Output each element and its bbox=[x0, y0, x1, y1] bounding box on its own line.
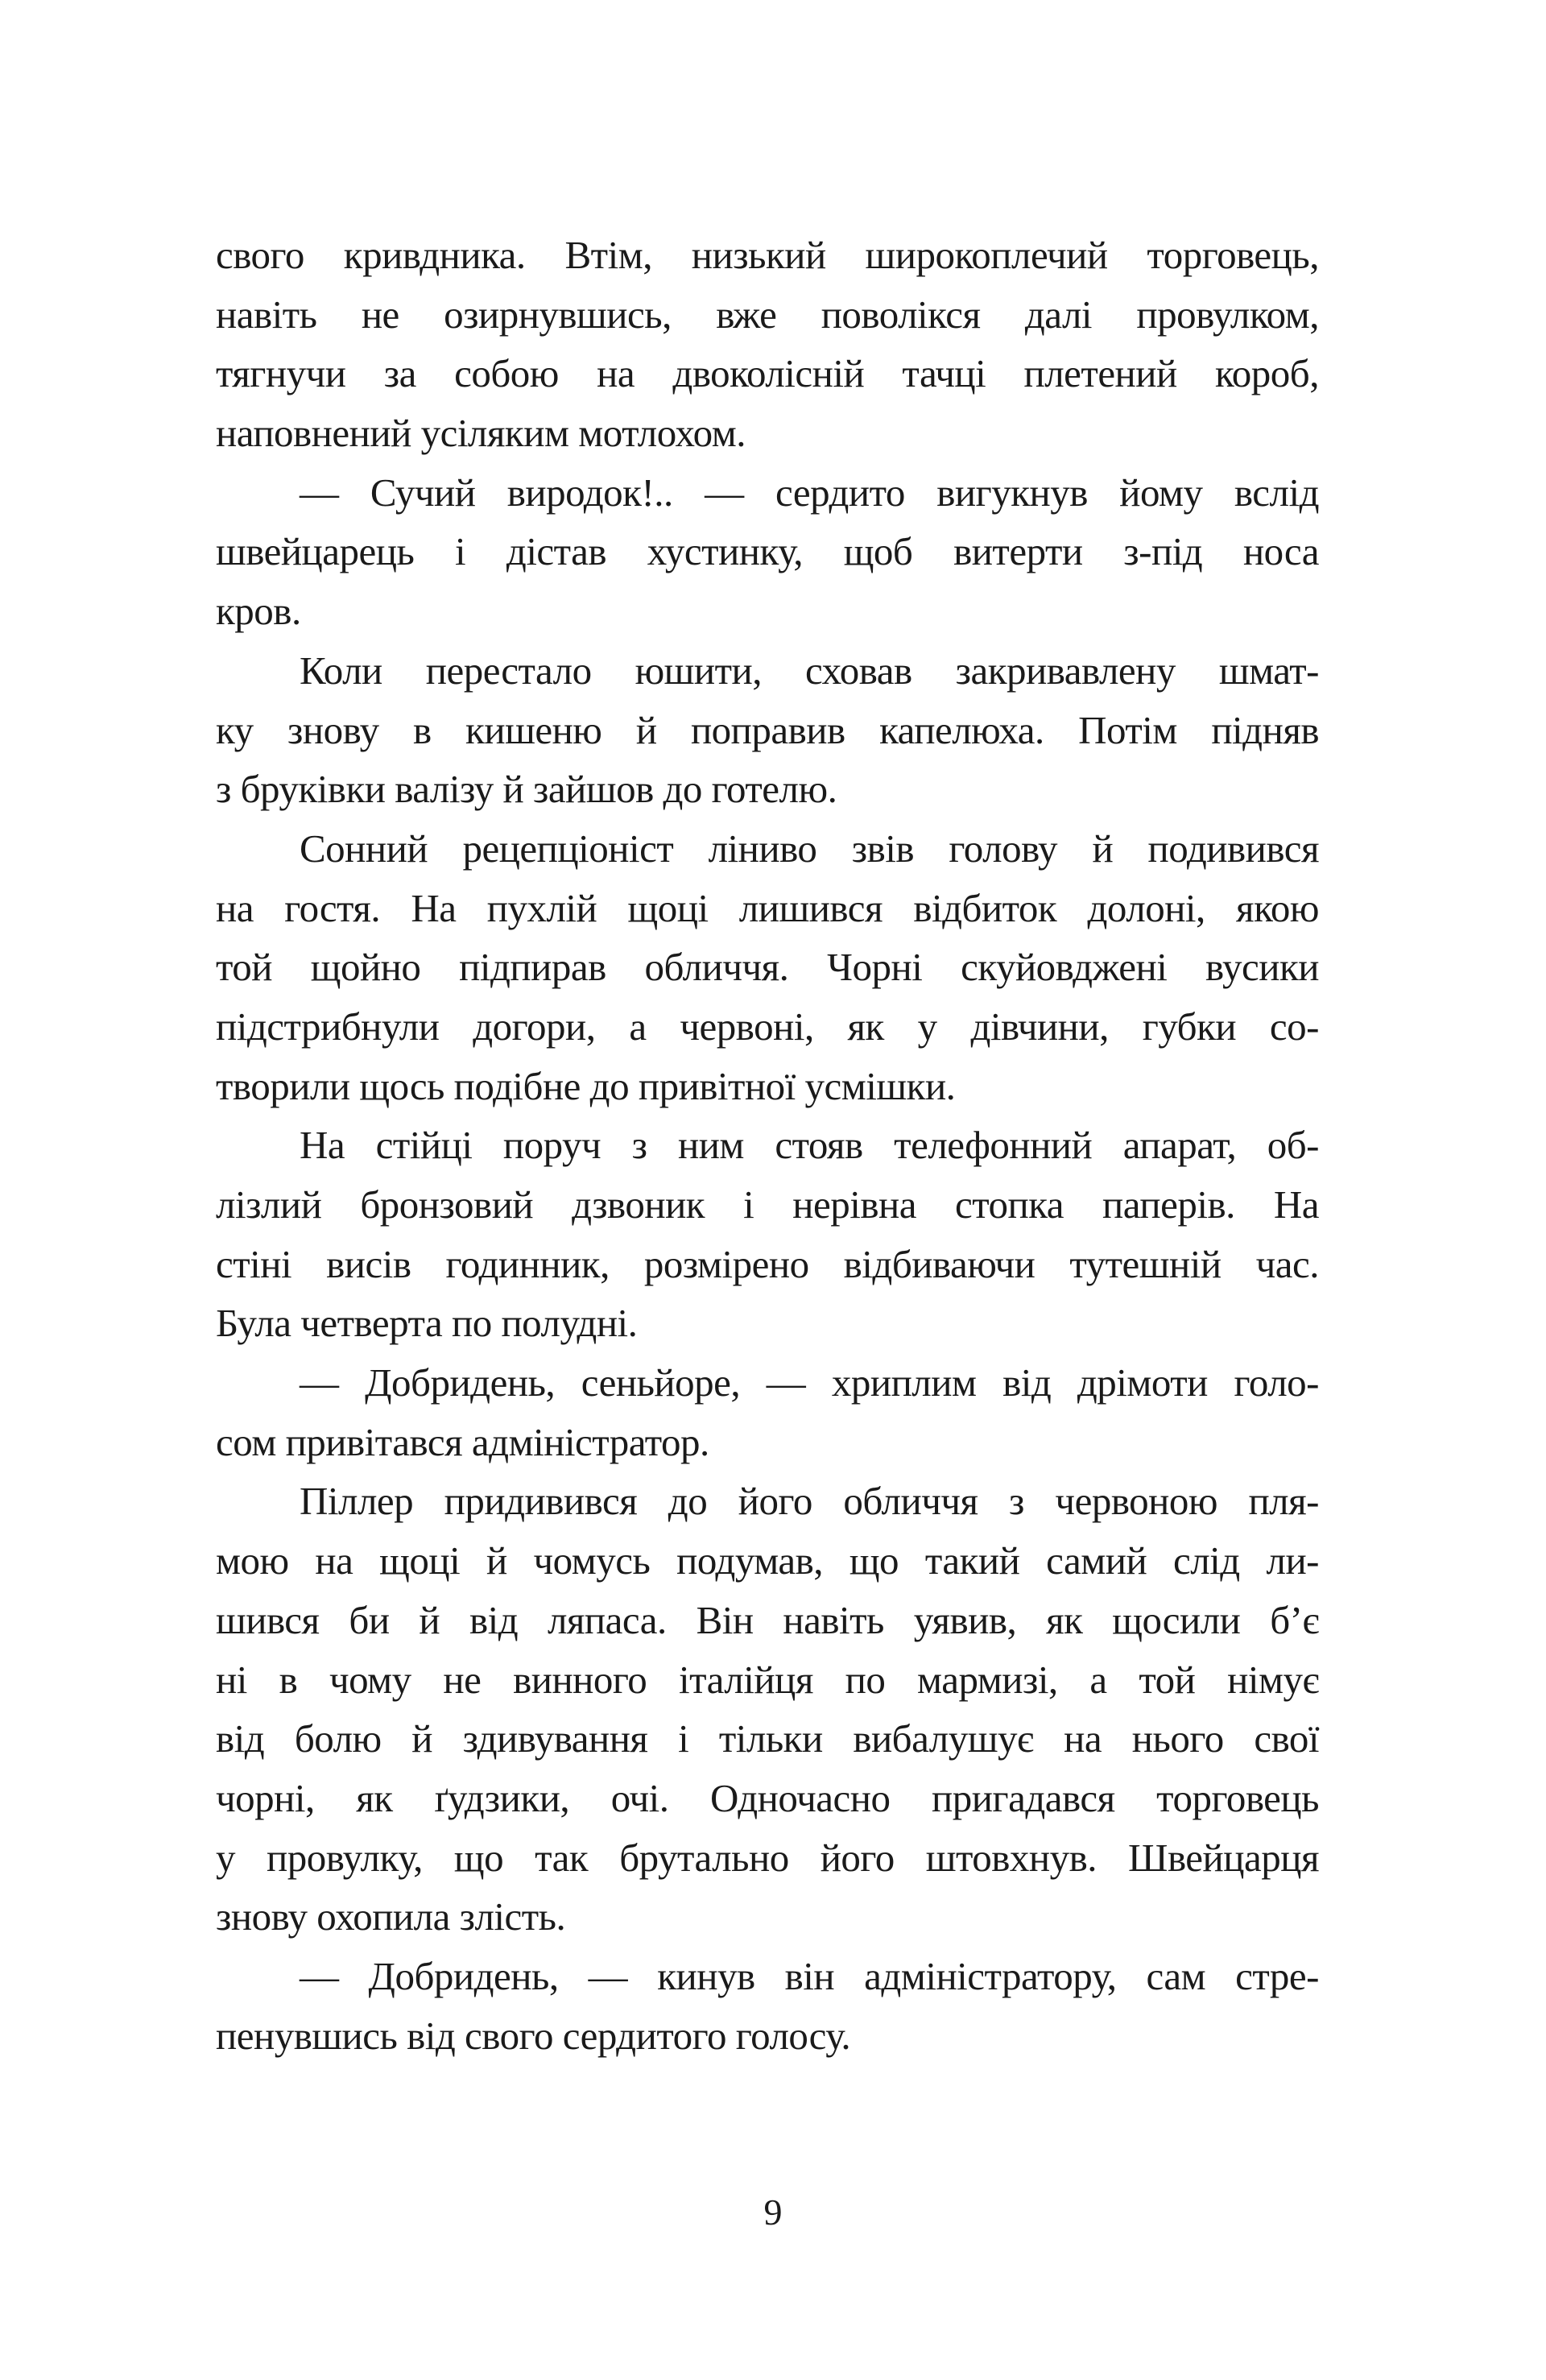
text-line: Була четверта по полудні. bbox=[216, 1301, 638, 1346]
text-line: стіні висів годинник, розмірено відбиваючи тутешній час. bbox=[216, 1241, 1319, 1286]
text-line: Піллер придивився до його обличчя з червоною пля- bbox=[300, 1479, 1319, 1524]
text-line: на гостя. На пухлій щоці лишився відбиток долоні, якою bbox=[216, 885, 1319, 930]
body-text bbox=[216, 226, 1319, 2065]
text-line: швейцарець і дістав хустинку, щоб витерти з-під носа bbox=[216, 529, 1319, 574]
text-line: чорні, як ґудзики, очі. Одночасно пригадався торговець bbox=[216, 1775, 1319, 1820]
text-line: наповнений усіляким мотлохом. bbox=[216, 411, 746, 456]
text-line: сом привітався адміністратор. bbox=[216, 1419, 709, 1464]
text-line: пенувшись від свого сердитого голосу. bbox=[216, 2013, 851, 2058]
text-line: ку знову в кишеню й поправив капелюха. Потім підняв bbox=[216, 707, 1319, 752]
text-line: — Сучий виродок!.. — сердито вигукнув йому вслід bbox=[300, 470, 1319, 515]
text-line: лізлий бронзовий дзвоник і нерівна стопка паперів. На bbox=[216, 1182, 1319, 1227]
text-line: ні в чому не винного італійця по мармизі, а той німує bbox=[216, 1657, 1319, 1702]
text-line: кров. bbox=[216, 589, 301, 634]
text-line: — Добридень, — кинув він адміністратору, сам стре- bbox=[300, 1953, 1319, 1998]
text-line: тягнучи за собою на двоколісній тачці плетений короб, bbox=[216, 351, 1319, 396]
text-line: Сонний рецепціоніст ліниво звів голову й подивився bbox=[300, 826, 1319, 871]
page-number: 9 bbox=[763, 2192, 783, 2233]
text-line: На стійці поруч з ним стояв телефонний апарат, об- bbox=[300, 1123, 1319, 1168]
text-line: навіть не озирнувшись, вже поволікся далі провулком, bbox=[216, 292, 1319, 337]
text-line: — Добридень, сеньйоре, — хриплим від дрімоти голо- bbox=[300, 1360, 1319, 1405]
text-line: у провулку, що так брутально його штовхнув. Швейцарця bbox=[216, 1835, 1319, 1880]
text-line: Коли перестало юшити, сховав закривавлену шмат- bbox=[300, 648, 1319, 693]
text-line: знову охопила злість. bbox=[216, 1894, 566, 1939]
text-line: підстрибнули догори, а червоні, як у дівчини, губки со- bbox=[216, 1004, 1319, 1049]
text-line: з бруківки валізу й зайшов до готелю. bbox=[216, 767, 837, 812]
text-line: той щойно підпирав обличчя. Чорні скуйовджені вусики bbox=[216, 945, 1319, 990]
text-line: творили щось подібне до привітної усмішки. bbox=[216, 1063, 956, 1108]
text-line: від болю й здивування і тільки вибалушує на нього свої bbox=[216, 1716, 1319, 1761]
text-line: шився би й від ляпаса. Він навіть уявив, як щосили б’є bbox=[216, 1597, 1319, 1642]
text-line: мою на щоці й чомусь подумав, що такий самий слід ли- bbox=[216, 1538, 1319, 1583]
text-line: свого кривдника. Втім, низький широкоплечий торговець, bbox=[216, 233, 1319, 277]
